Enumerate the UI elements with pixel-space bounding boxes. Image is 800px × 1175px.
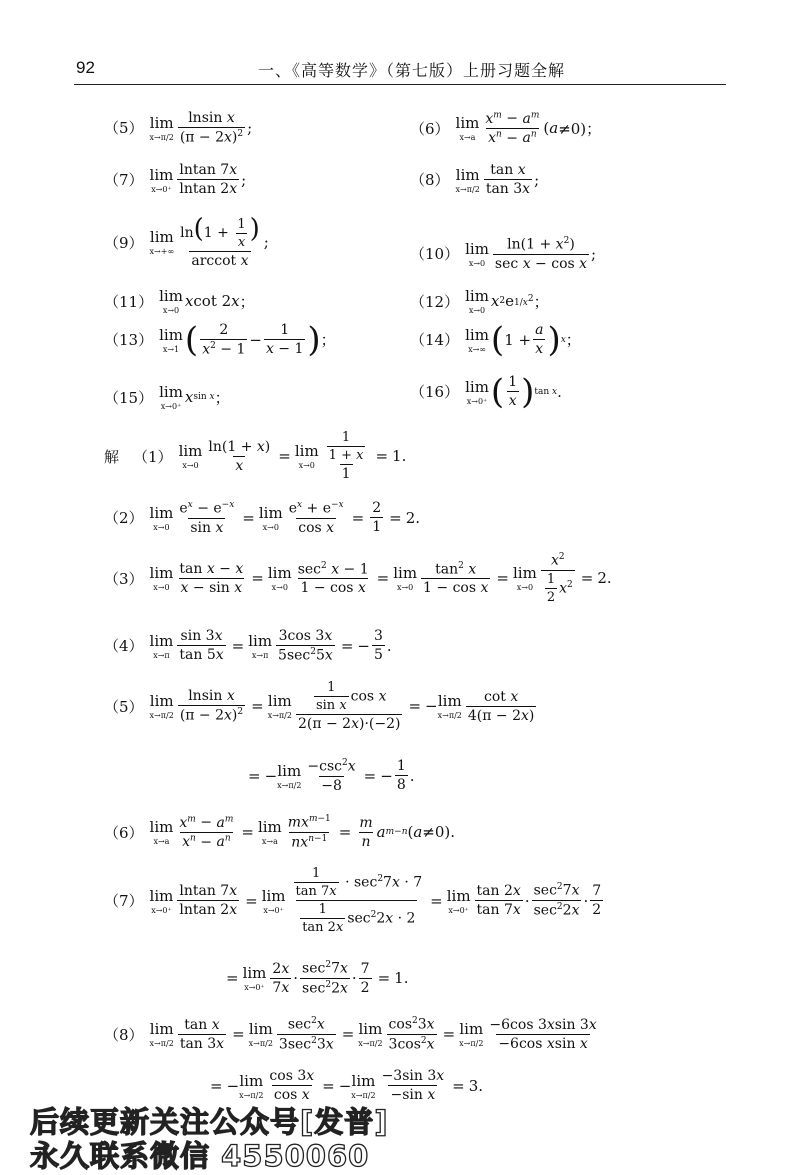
fraction: lntan 7x lntan 2x: [179, 162, 238, 197]
fraction: $\sec^2 x - 1$ 1 − cos x: [297, 560, 369, 597]
solution-7: （7） lim x→0⁺ $\frac{lntan 7x}{lntan 2x}$ = lim x→0⁺ $\frac{1}{\tan 7x}$ · $\sec^27x \cdot 7$ $\frac{1}{\tan 2x}$ $\sec^22x \cdot 2$ = lim x→0⁺ tan 2x tan 7x · $\sec^27x$ $\sec^22x$ · 7 2: [104, 866, 602, 935]
limit-operator: lim x→π/2: [358, 1020, 383, 1049]
fraction: lnsin x $(\pi - 2x)^2$: [179, 110, 244, 146]
problem-12: （12） lim x→0 x 2 e $1/x^2$ ；: [410, 287, 549, 315]
fraction: 2 $x^2 - 1$: [202, 322, 246, 358]
fraction: tan x tan 3x: [485, 162, 531, 197]
fraction: $mx^{m-1}$ $nx^{n-1}$: [287, 814, 331, 851]
limit-operator: lim x→π/2: [351, 1071, 376, 1100]
watermark-line-1: 后续更新关注公众号[发普]: [30, 1105, 389, 1139]
fraction: $\frac{1}{8}$: [396, 758, 406, 794]
page-number: 92: [76, 58, 95, 77]
limit-operator: lim x→π/2: [277, 761, 302, 790]
problem-10: （10） lim x→0 $\ln(1 + x^2)$ sec x − cos x ;: [410, 236, 597, 272]
fraction: $\frac{\ln(1 + x)}{x}$: [208, 438, 271, 474]
fraction: $\frac{7}{2}$: [360, 960, 370, 996]
fraction: $\frac{lntan 7x}{lntan 2x}$: [179, 883, 238, 918]
limit-operator: lim x→π: [248, 631, 273, 660]
problem-9: （9） lim x→+∞ ln(1 + $\frac{1}{x}$ ) arccot x ;: [104, 214, 269, 269]
limit-operator: lim x→0: [178, 442, 203, 470]
solution-label: （4）: [104, 637, 144, 656]
limit-operator: lim x→a: [455, 114, 480, 143]
problem-16: （16） lim x→0⁺ ( 1 x ) tan x .: [410, 371, 562, 412]
limit-operator: lim x→a: [149, 818, 174, 847]
solution-8: （8） lim x→π/2 $\frac{\text{tan x}}{\tan 3x}$ = lim x→π/2 $\sec^2x$ $3\sec^23x$ = lim x→π/2 $\frac{\cos^23x}{3\cos^2x}$ = lim x→π/2 −6cos 3xsin 3x −6cos xsin x: [104, 1016, 597, 1053]
fraction: $x^m - a^m$ $x^n - a^n$: [485, 110, 540, 147]
fraction: $\frac{m}{n}$: [359, 814, 373, 850]
solution-label: （6）: [104, 823, 144, 842]
problem-15: （15） lim x→0⁺ x sin x ；: [104, 383, 230, 411]
solution-4: （4） lim x→π $\frac{\sin 3x}{\tan 5x}$ = lim x→π 3cos 3x $5\sec^25x$ = − $\frac{3}{5}$ .: [104, 628, 392, 664]
limit-operator: lim x→π/2: [248, 1020, 273, 1049]
limit-operator: lim x→0⁺: [159, 383, 183, 411]
fraction: $\frac{\tan^2 x}{\text{1 − cos x}}$: [423, 560, 489, 597]
fraction: a x: [535, 322, 544, 357]
limit-operator: lim x→a: [257, 818, 282, 847]
limit-operator: lim x→0⁺: [465, 377, 489, 406]
fraction: $\sec^2x$ $3\sec^23x$: [278, 1016, 334, 1053]
fraction: $\frac{e^x + e^{-x}}{\text{cos x}}$: [288, 500, 344, 536]
problem-8: （8） lim x→π/2 tan x tan 3x ;: [410, 162, 540, 197]
problem-label: （9）: [104, 233, 144, 252]
limit-operator: lim x→0: [159, 287, 183, 315]
problem-label: （5）: [104, 119, 144, 138]
limit-operator: lim x→π: [149, 631, 174, 660]
limit-operator: lim x→0⁺: [149, 886, 174, 915]
solution-8-continued: = − lim x→π/2 $\frac{\cos 3x}{\text{cos x}}$ = − lim x→π/2 $\frac{-3\sin 3x}{\text{−sin x}}$ = 3.: [210, 1068, 484, 1103]
fraction: −6cos 3xsin 3x −6cos xsin x: [489, 1016, 597, 1052]
fraction: $\frac{x^m - a^m}{x^n - a^n}$: [179, 814, 234, 851]
header-rule: [74, 84, 726, 85]
problem-11: （11） lim x→0 x cot 2 x ；: [104, 287, 255, 315]
limit-operator: lim x→π/2: [149, 113, 174, 142]
limit-operator: lim x→0⁺: [261, 886, 286, 915]
limit-operator: lim x→∞: [465, 325, 489, 354]
problem-7: （7） lim x→0⁺ lntan 7x lntan 2x ;: [104, 162, 247, 197]
limit-operator: lim x→0: [267, 564, 292, 593]
fraction: 2x 7x: [272, 960, 290, 996]
limit-operator: lim x→0: [465, 239, 489, 268]
limit-operator: lim x→0: [149, 503, 174, 532]
problem-label: （13）: [104, 331, 154, 350]
solution-label: （5）: [104, 697, 144, 716]
limit-operator: lim x→π/2: [149, 1020, 174, 1049]
solution-7-continued: = lim x→0⁺ 2x 7x · $\sec^27x$ $\sec^22x$ · $\frac{7}{2}$ = 1.: [226, 960, 409, 997]
solution-3: （3） lim x→0 $\frac{\text{tan x − x}}{\text{x − sin x}}$ = lim x→0 $\sec^2 x - 1$ 1 − cos x = lim x→0 $\frac{\tan^2 x}{\text{1 − cos x}}$ = lim x→0 $x^2$ $\frac{1}{2}$ $x^2$ = 2.: [104, 552, 612, 605]
problem-label: （6）: [410, 119, 450, 138]
solution-label: （2）: [104, 509, 144, 528]
fraction: $-\csc^2x$ −8: [307, 758, 356, 794]
limit-operator: lim x→1: [159, 325, 183, 354]
solution-label: （3）: [104, 569, 144, 588]
limit-operator: lim x→0: [294, 442, 319, 470]
fraction: $\frac{\cos 3x}{\text{cos x}}$: [269, 1068, 315, 1103]
solution-label: （1）: [133, 447, 173, 466]
problem-label: （12）: [410, 292, 460, 311]
fraction: 3cos 3x $5\sec^25x$: [278, 628, 333, 664]
fraction: ln(1 + $\frac{1}{x}$ ) arccot x: [180, 214, 260, 269]
solution-1: 解 （1） lim x→0 $\frac{\ln(1 + x)}{x}$ = lim x→0 $\frac{\frac{1}{1 + x}}{1}$ = 1.: [104, 430, 407, 482]
limit-operator: lim x→+∞: [149, 228, 175, 257]
problem-6: （6） lim x→a $x^m - a^m$ $x^n - a^n$ ( a ≠0)；: [410, 110, 602, 147]
solution-label: （7）: [104, 892, 144, 910]
fraction: $\frac{\sin 3x}{\tan 5x}$: [179, 628, 224, 664]
fraction: $\frac{\frac{1}{1 + x}}{1}$: [328, 430, 364, 482]
limit-operator: lim x→0: [149, 564, 174, 593]
solution-2: （2） lim x→0 $\frac{e^x - e^{-x}}{\text{sin x}}$ = lim x→0 $\frac{e^x + e^{-x}}{\text{cos x}}$ = $\frac{2}{1}$ = 2.: [104, 500, 421, 536]
fraction: $\ln(1 + x^2)$ sec x − cos x: [494, 236, 588, 272]
limit-operator: lim x→π/2: [459, 1020, 484, 1049]
solution-intro: 解: [104, 447, 120, 466]
limit-operator: lim x→π/2: [437, 692, 462, 720]
fraction: $\frac{3}{5}$: [373, 628, 383, 664]
fraction: cot x 4(π − 2x): [467, 688, 535, 724]
solution-5-continued: = − lim x→π/2 $-\csc^2x$ −8 = − $\frac{1}{8}$ .: [248, 758, 415, 794]
fraction: $\frac{1}{\text{sin x}}$ cos x 2(π − 2x)·(−2): [297, 680, 401, 732]
fraction: $\sec^27x$ $\sec^22x$: [533, 882, 580, 919]
fraction: $\frac{\text{tan x}}{\tan 3x}$: [179, 1016, 225, 1052]
problem-14: （14） lim x→∞ ( 1 + a x ) x ；: [410, 319, 581, 360]
fraction: $\sec^27x$ $\sec^22x$: [302, 960, 348, 997]
limit-operator: lim x→π/2: [149, 692, 174, 720]
fraction: $\frac{2}{1}$: [372, 500, 382, 536]
limit-operator: lim x→0: [465, 287, 489, 315]
fraction: tan 2x tan 7x: [476, 883, 521, 918]
limit-operator: lim x→π/2: [267, 692, 292, 720]
problem-label: （14）: [410, 331, 460, 349]
limit-operator: lim x→0⁺: [242, 964, 267, 993]
limit-operator: lim x→0: [393, 564, 418, 593]
fraction: $\frac{-3\sin 3x}{\text{−sin x}}$: [381, 1068, 445, 1103]
fraction: $\frac{\cos^23x}{3\cos^2x}$: [388, 1016, 435, 1053]
fraction: $\frac{\text{lnsin x}}{(\pi - 2x)^2}$: [179, 688, 244, 724]
problem-label: （15）: [104, 388, 154, 407]
problem-label: （7）: [104, 171, 144, 189]
limit-operator: lim x→0⁺: [446, 886, 471, 915]
limit-operator: lim x→0: [512, 564, 537, 593]
problem-label: （16）: [410, 383, 460, 401]
fraction: 7 2: [592, 883, 602, 918]
solution-label: （8）: [104, 1025, 144, 1044]
watermark-line-2: 永久联系微信 4550060: [30, 1139, 370, 1173]
problem-5: （5） lim x→π/2 lnsin x $(\pi - 2x)^2$ ;: [104, 110, 253, 146]
problem-label: （11）: [104, 292, 154, 311]
fraction: $\frac{\text{tan x − x}}{\text{x − sin x}}$: [179, 560, 244, 596]
fraction: $\frac{1}{\tan 7x}$ · $\sec^27x \cdot 7$ $\frac{1}{\tan 2x}$ $\sec^22x \cdot 2$: [295, 866, 423, 935]
fraction: 1 x − 1: [265, 322, 304, 358]
limit-operator: lim x→0⁺: [149, 165, 174, 194]
limit-operator: lim x→π/2: [455, 165, 480, 194]
limit-operator: lim x→π/2: [239, 1071, 264, 1100]
solution-5: （5） lim x→π/2 $\frac{\text{lnsin x}}{(\pi - 2x)^2}$ = lim x→π/2 $\frac{1}{\text{sin x}}$ cos x 2(π − 2x)·(−2) = − lim x→π/2 cot x 4(π − 2x): [104, 680, 535, 732]
problem-13: （13） lim x→1 ( 2 $x^2 - 1$ − 1 x − 1 ) ；: [104, 319, 336, 360]
limit-operator: lim x→0: [258, 503, 283, 532]
problem-label: （10）: [410, 245, 460, 264]
problem-label: （8）: [410, 171, 450, 189]
fraction: 1 x: [508, 374, 518, 409]
page-header-title: 一、《高等数学》（第七版）上册习题全解: [258, 61, 566, 80]
solution-6: （6） lim x→a $\frac{x^m - a^m}{x^n - a^n}$ = lim x→a $mx^{m-1}$ $nx^{n-1}$ = $\frac{m}{n}$ a m−n ( a ≠0).: [104, 814, 456, 851]
fraction: $\frac{e^x - e^{-x}}{\text{sin x}}$: [179, 500, 235, 536]
fraction: $x^2$ $\frac{1}{2}$ $x^2$: [541, 552, 575, 605]
